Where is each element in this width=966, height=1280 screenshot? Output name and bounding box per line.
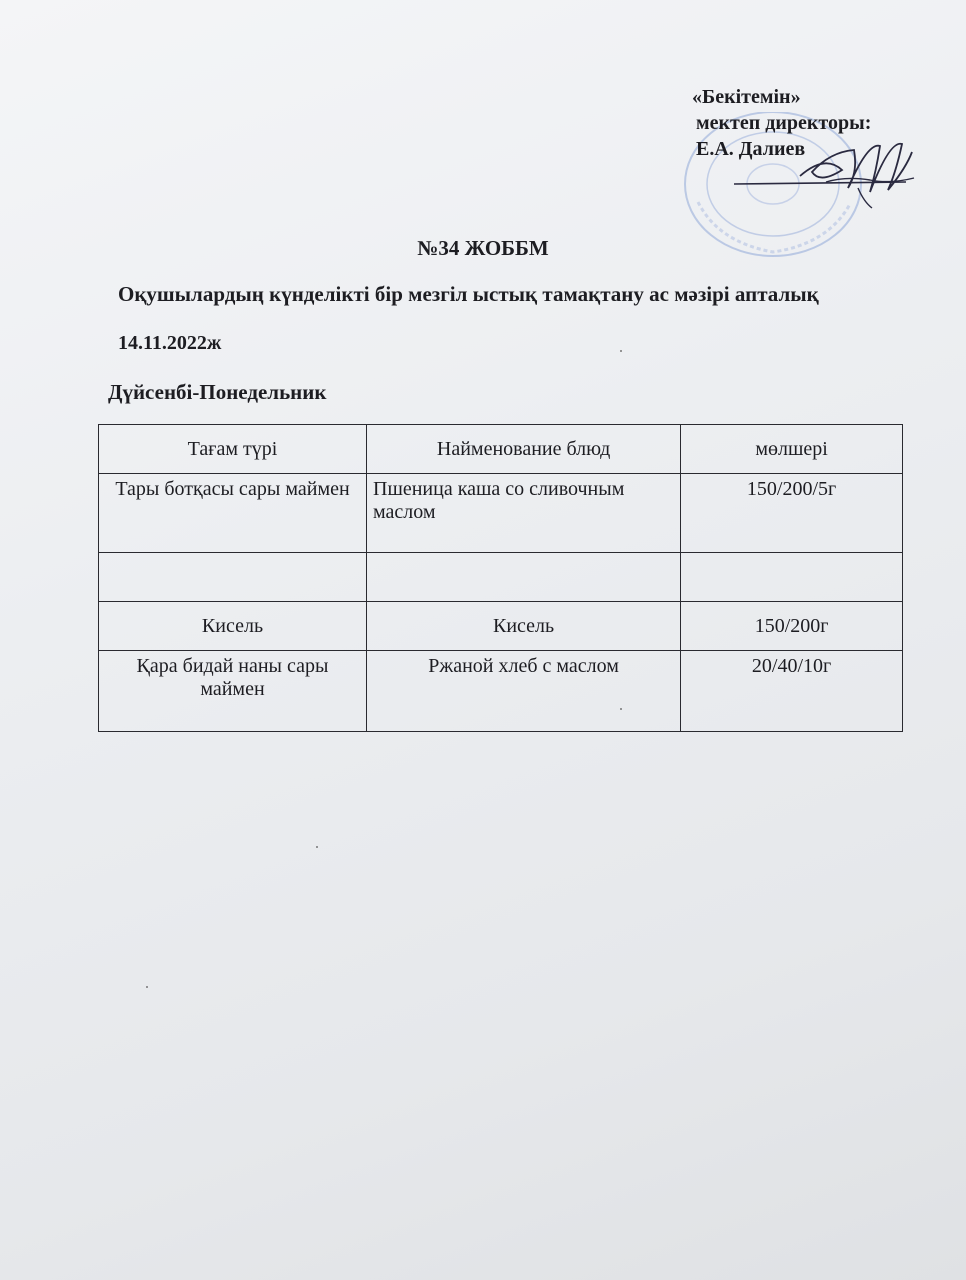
header-dish-name: Найменование блюд bbox=[367, 425, 681, 474]
menu-date: 14.11.2022ж bbox=[118, 332, 222, 354]
school-name: №34 ЖОББМ bbox=[417, 236, 549, 260]
table-row bbox=[99, 474, 903, 553]
table-cell: Кисель bbox=[99, 602, 367, 651]
paper-speck bbox=[146, 986, 148, 988]
table-row bbox=[99, 651, 903, 732]
table-cell: Ржаной хлеб с маслом bbox=[367, 651, 681, 732]
menu-table bbox=[98, 424, 903, 732]
approval-position: мектеп директоры: bbox=[696, 112, 872, 134]
table-cell bbox=[681, 553, 903, 602]
paper-speck bbox=[620, 350, 622, 352]
table-row bbox=[99, 602, 903, 651]
table-row bbox=[99, 553, 903, 602]
approval-title: «Бекітемін» bbox=[692, 86, 801, 108]
table-cell: Қара бидай наны сары маймен bbox=[99, 651, 367, 732]
paper-speck bbox=[620, 708, 622, 710]
paper-speck bbox=[316, 846, 318, 848]
header-amount: мөлшері bbox=[681, 425, 903, 474]
table-cell: Тары ботқасы сары маймен bbox=[99, 474, 367, 553]
menu-day: Дүйсенбі-Понедельник bbox=[108, 380, 327, 404]
menu-title: Оқушылардың күнделікті бір мезгіл ыстық тамақтану ас мәзірі апталық bbox=[118, 282, 819, 306]
approval-name: Е.А. Далиев bbox=[696, 138, 806, 160]
table-cell: 150/200/5г bbox=[681, 474, 903, 553]
table-cell: 20/40/10г bbox=[681, 651, 903, 732]
table-cell: Кисель bbox=[367, 602, 681, 651]
approval-block bbox=[690, 84, 871, 162]
table-cell: Пшеница каша со сливочным маслом bbox=[367, 474, 681, 553]
table-cell: 150/200г bbox=[681, 602, 903, 651]
table-cell bbox=[367, 553, 681, 602]
table-cell bbox=[99, 553, 367, 602]
header-dish-type: Тағам түрі bbox=[99, 425, 367, 474]
table-header-row bbox=[99, 425, 903, 474]
